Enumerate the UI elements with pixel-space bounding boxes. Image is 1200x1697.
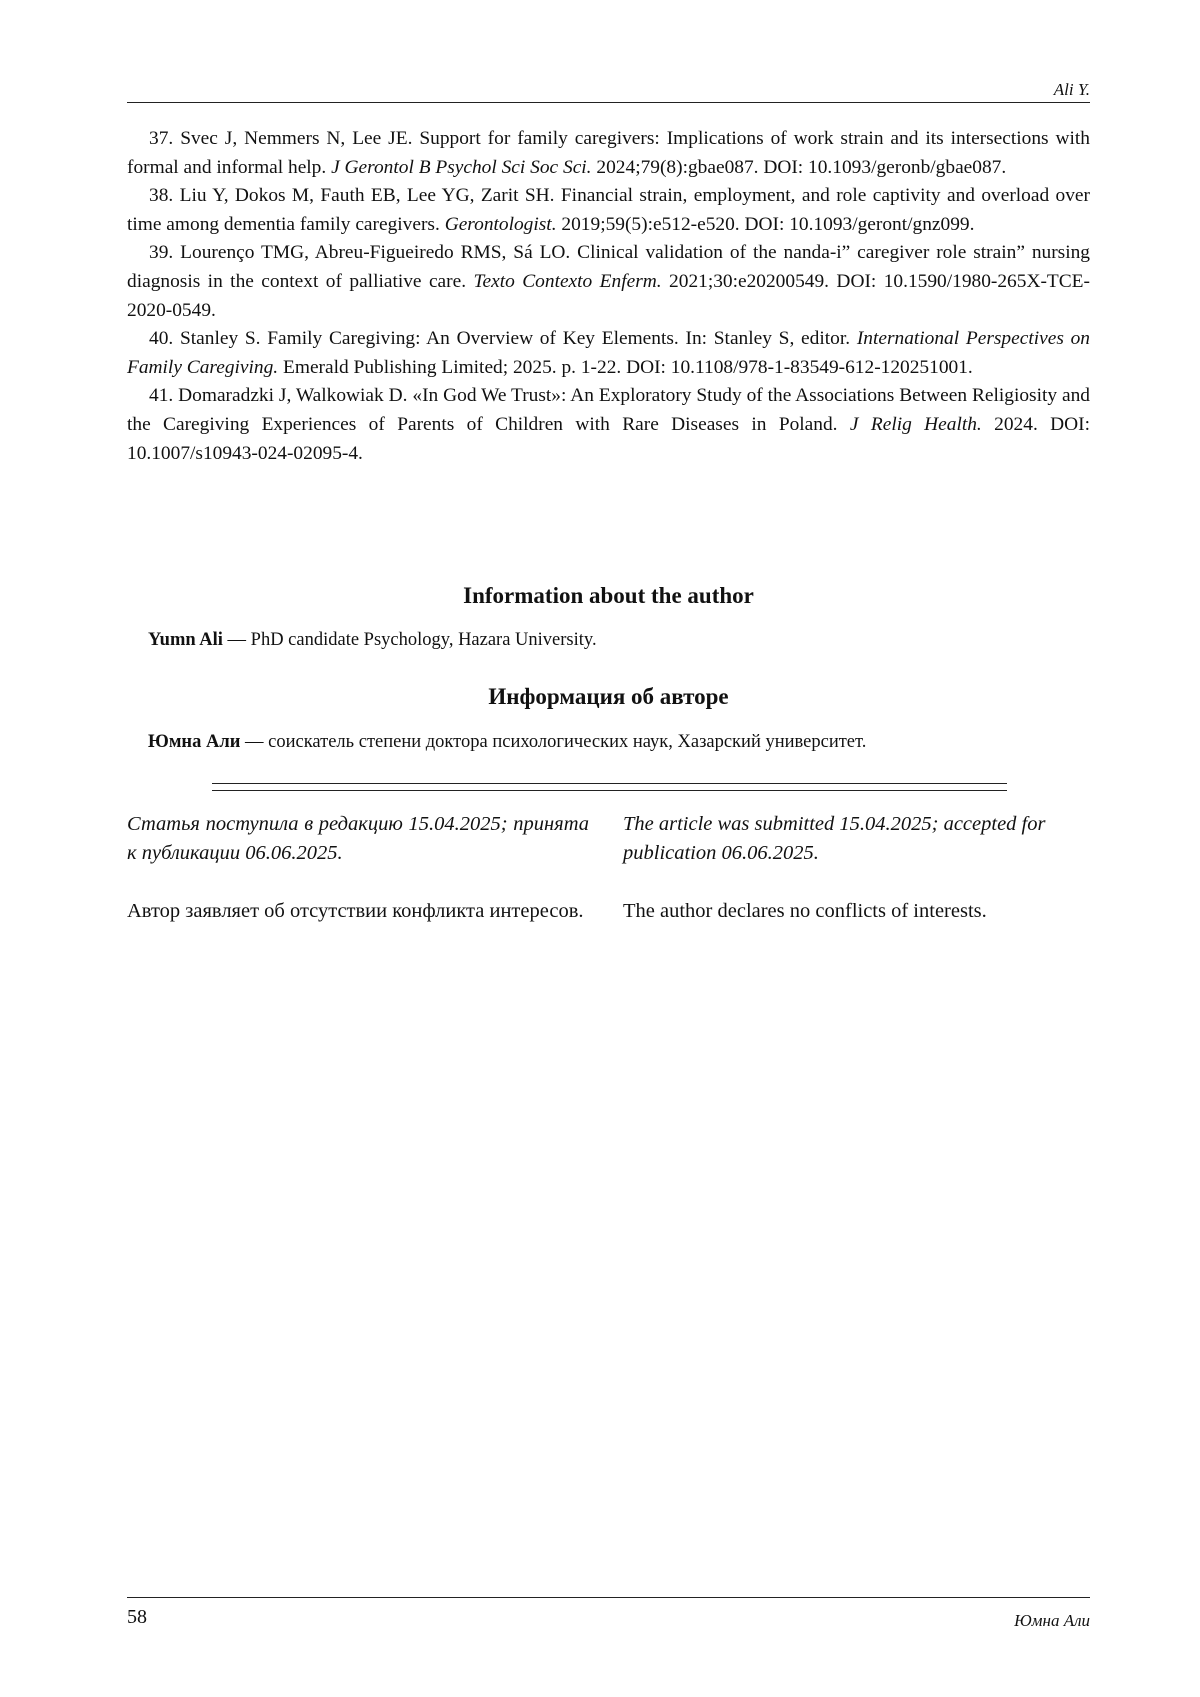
conflict-statement-ru: Автор заявляет об отсутствии конфликта интересов. xyxy=(127,900,584,922)
reference-text: Stanley S. Family Caregiving: An Overview of Key Elements. In: Stanley S, editor. xyxy=(180,328,851,350)
reference-list xyxy=(127,125,1090,468)
reference-details: Emerald Publishing Limited; 2025. p. 1-22. DOI: 10.1108/978-1-83549-612-120251001. xyxy=(283,356,973,378)
reference-41 xyxy=(127,382,1090,468)
reference-journal: International Perspectives on Family Caregiving. xyxy=(127,328,1090,378)
conflicts-en xyxy=(623,897,1085,926)
author-name: Юмна Али xyxy=(148,732,241,752)
author-info-title-ru: Информация об авторе xyxy=(488,684,729,709)
dates-en xyxy=(623,810,1085,867)
footer-rule xyxy=(127,1597,1090,1598)
reference-details: 2021;30:e20200549. DOI: 10.1590/1980-265X-TCE-2020-0549. xyxy=(127,270,1090,321)
reference-number: 41. xyxy=(149,385,174,407)
conflicts-ru xyxy=(127,897,589,926)
conflict-statement-en: The author declares no conflicts of interests. xyxy=(623,900,987,922)
reference-details: 2024. DOI: 10.1007/s10943-024-02095-4. xyxy=(127,413,1090,464)
reference-journal: Texto Contexto Enferm. xyxy=(473,270,662,292)
reference-39 xyxy=(127,239,1090,325)
reference-details: 2019;59(5):e512-e520. DOI: 10.1093/geront/gnz099. xyxy=(561,213,975,235)
page-number: 58 xyxy=(127,1606,147,1628)
reference-37 xyxy=(127,125,1090,182)
reference-number: 40. xyxy=(149,328,174,350)
reference-38 xyxy=(127,182,1090,239)
author-info-ru xyxy=(148,732,866,753)
author-info-title-en: Information about the author xyxy=(463,583,754,608)
reference-text: Svec J, Nemmers N, Lee JE. Support for family caregivers: Implications of work strain and its intersections with formal and informal help. xyxy=(127,128,1091,178)
footer-author: Юмна Али xyxy=(1014,1611,1090,1630)
reference-number: 37. xyxy=(149,128,174,149)
author-info-en xyxy=(148,630,597,651)
author-description: PhD candidate Psychology, Hazara University. xyxy=(250,630,597,650)
reference-journal: J Relig Health. xyxy=(849,413,982,435)
reference-text: Lourenço TMG, Abreu-Figueiredo RMS, Sá LO. Clinical validation of the nanda-i” caregiver role strain” nursing diagnosis in the context of palliative care. xyxy=(127,242,1090,292)
author-description: соискатель степени доктора психологических наук, Хазарский университет. xyxy=(268,732,867,752)
running-head: Ali Y. xyxy=(1053,80,1090,99)
reference-details: 2024;79(8):gbae087. DOI: 10.1093/geronb/gbae087. xyxy=(596,156,1007,178)
submission-dates-en: The article was submitted 15.04.2025; accepted for publication 06.06.2025. xyxy=(623,813,1046,864)
dates-ru xyxy=(127,810,589,867)
reference-text: Domaradzki J, Walkowiak D. «In God We Trust»: An Exploratory Study of the Associations Between Religiosity and the Caregiving Experiences of Parents of Children with Rare Diseases in Poland. xyxy=(127,385,1090,435)
author-name: Yumn Ali xyxy=(148,630,223,650)
author-dash: — xyxy=(222,630,251,650)
reference-number: 39. xyxy=(149,242,174,264)
submission-dates-ru: Статья поступила в редакцию 15.04.2025; принята к публикации 06.06.2025. xyxy=(127,813,589,864)
reference-number: 38. xyxy=(149,185,174,207)
reference-journal: Gerontologist. xyxy=(444,213,557,235)
header-rule xyxy=(127,102,1090,103)
section-divider xyxy=(212,783,1007,791)
reference-text: Liu Y, Dokos M, Fauth EB, Lee YG, Zarit SH. Financial strain, employment, and role captivity and overload over time among dementia family caregivers. xyxy=(127,185,1090,235)
reference-journal: J Gerontol B Psychol Sci Soc Sci. xyxy=(331,156,592,178)
reference-40 xyxy=(127,325,1090,382)
author-dash: — xyxy=(240,732,269,752)
